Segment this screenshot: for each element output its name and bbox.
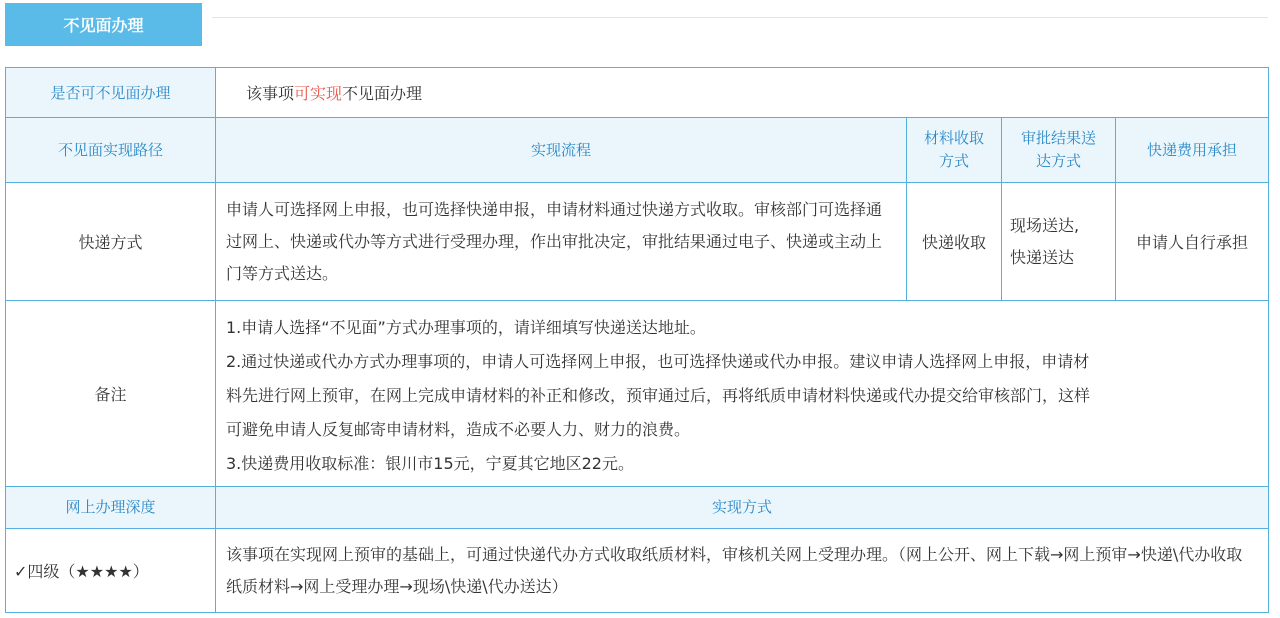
header-depth: 网上办理深度	[6, 487, 216, 529]
header-flow: 实现流程	[216, 118, 907, 183]
header-material	[907, 118, 1002, 183]
header-delivery	[1002, 118, 1116, 183]
table-row	[6, 301, 1269, 487]
header-fee: 快递费用承担	[1116, 118, 1269, 183]
note-line: 1.申请人选择“不见面”方式办理事项的，请详细填写快递送达地址。	[226, 317, 706, 337]
express-flow: 申请人可选择网上申报，也可选择快递申报，申请材料通过快递方式收取。审核部门可选择通过网上、快递或代办等方式进行受理办理，作出审批决定，审批结果通过电子、快递或主动上门等方式送达。	[216, 183, 907, 301]
depth-method: 该事项在实现网上预审的基础上，可通过快递代办方式收取纸质材料，审核机关网上受理办理。（网上公开、网上下载→网上预审→快递\代办收取纸质材料→网上受理办理→现场\快递\代办送达）	[216, 529, 1269, 613]
available-prefix: 该事项	[246, 84, 295, 103]
depth-level: ✓四级（★★★★）	[6, 529, 216, 613]
express-path: 快递方式	[6, 183, 216, 301]
notes-label: 备注	[6, 301, 216, 487]
available-suffix: 不见面办理	[342, 84, 423, 103]
table-row	[6, 529, 1269, 613]
header-material-line2: 方式	[938, 152, 969, 170]
header-path: 不见面实现路径	[6, 118, 216, 183]
express-delivery-line2: 快递送达	[1010, 247, 1075, 267]
header-delivery-line1: 审批结果送	[1020, 129, 1096, 147]
express-delivery-line1: 现场送达,	[1010, 215, 1080, 235]
row-label-available: 是否可不见面办理	[6, 68, 216, 118]
table-header-row	[6, 118, 1269, 183]
table-row	[6, 68, 1269, 118]
express-fee: 申请人自行承担	[1116, 183, 1269, 301]
header-delivery-line2: 达方式	[1035, 152, 1081, 170]
note-line: 可避免申请人反复邮寄申请材料，造成不必要人力、财力的浪费。	[226, 419, 691, 439]
tab-title[interactable]: 不见面办理	[5, 3, 202, 46]
table-header-row	[6, 487, 1269, 529]
express-material: 快递收取	[907, 183, 1002, 301]
header-method: 实现方式	[216, 487, 1269, 529]
express-delivery	[1002, 183, 1116, 301]
header-material-line1: 材料收取	[923, 129, 984, 147]
available-value	[216, 68, 1269, 118]
note-line: 料先进行网上预审，在网上完成申请材料的补正和修改，预审通过后，再将纸质申请材料快递或代办提交给审核部门，这样	[226, 385, 1091, 405]
tab-divider	[212, 17, 1268, 18]
notes-content	[216, 301, 1269, 487]
note-line: 3.快递费用收取标准：银川市15元，宁夏其它地区22元。	[226, 453, 634, 473]
available-highlight: 可实现	[294, 84, 343, 103]
table-row	[6, 183, 1269, 301]
note-line: 2.通过快递或代办方式办理事项的，申请人可选择网上申报，也可选择快递或代办申报。建议申请人选择网上申报，申请材	[226, 351, 1090, 371]
details-table	[5, 67, 1269, 613]
